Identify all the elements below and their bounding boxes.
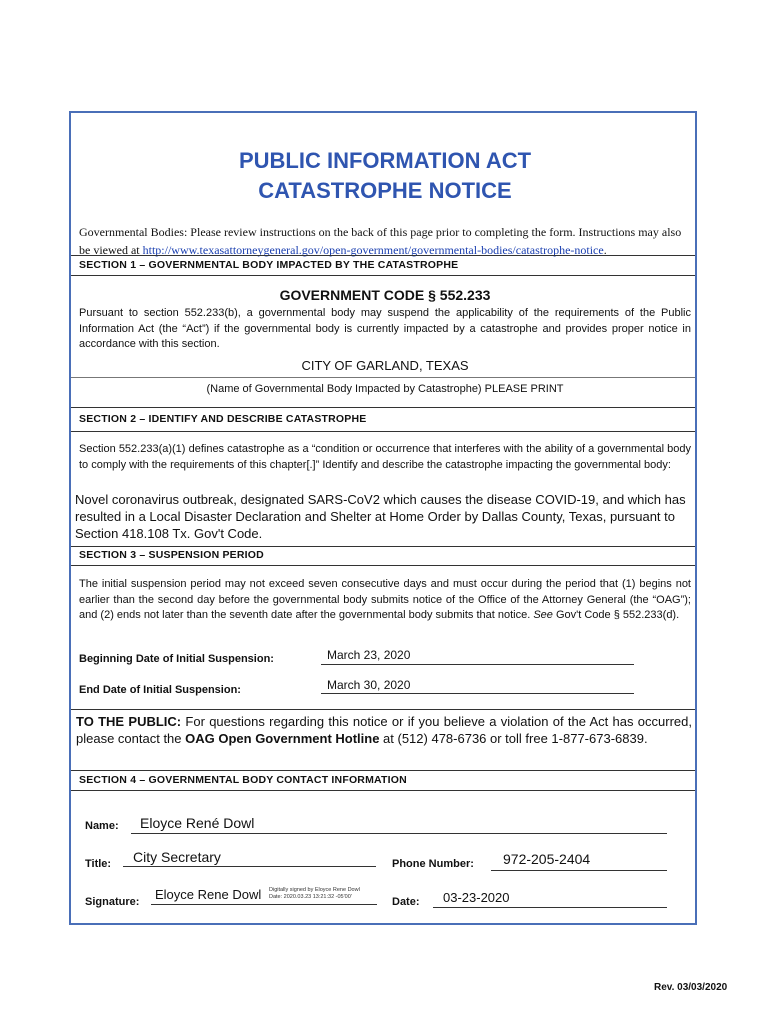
body-name-caption: (Name of Governmental Body Impacted by Catastrophe) PLEASE PRINT — [206, 383, 564, 395]
open-government-hotline: OAG Open Government Hotline — [185, 731, 380, 746]
section4-heading: SECTION 4 – GOVERNMENTAL BODY CONTACT INFORMATION — [79, 774, 407, 786]
public-notice-top-rule — [71, 709, 695, 710]
section3-paragraph-ref: Gov't Code § 552.233(d). — [552, 609, 680, 621]
signature-line — [151, 904, 377, 905]
intro-text — [79, 223, 691, 259]
section2-heading-rule — [71, 431, 695, 432]
beginning-date-line — [321, 664, 634, 665]
intro-text-end: . — [603, 243, 607, 257]
government-code-title: GOVERNMENT CODE § 552.233 — [279, 287, 491, 303]
public-notice-text1: For questions regarding this notice or if you believe a violation of the Act has occurred, please contact the — [76, 714, 693, 746]
section4-heading-rule — [71, 790, 695, 791]
section1-top-rule — [71, 255, 695, 256]
end-date-value[interactable]: March 30, 2020 — [327, 678, 411, 692]
title-line — [123, 866, 376, 867]
end-date-label: End Date of Initial Suspension: — [79, 684, 241, 696]
section1-heading: SECTION 1 – GOVERNMENTAL BODY IMPACTED BY THE CATASTROPHE — [79, 259, 459, 271]
signature-value[interactable]: Eloyce Rene Dowl — [155, 887, 262, 902]
form-title-line2: CATASTROPHE NOTICE — [258, 178, 512, 203]
digital-signature-details — [269, 887, 360, 901]
section3-top-rule — [71, 546, 695, 547]
title-label: Title: — [85, 858, 112, 870]
section3-paragraph-main: The initial suspension period may not exceed seven consecutive days and must occur during the period that (1) begins not earlier than the second day before the governmental body submits notice of the Office of the Attorney General (the “OAG”); and (2) ends not later than the seventh date after the governmental body submits that notice. — [79, 578, 691, 621]
beginning-date-label: Beginning Date of Initial Suspension: — [79, 653, 274, 665]
section2-heading: SECTION 2 – IDENTIFY AND DESCRIBE CATASTROPHE — [79, 413, 367, 425]
body-name-line — [71, 377, 695, 378]
date-line — [433, 907, 667, 908]
public-notice — [76, 713, 692, 747]
public-notice-lead: TO THE PUBLIC: — [76, 714, 182, 729]
catastrophe-description[interactable]: Novel coronavirus outbreak, designated SARS-CoV2 which causes the disease COVID-19, and which has resulted in a Local Disaster Declaration and Shelter at Home Order by Dallas County, Texas, pursuant to Section 418.108 Tx. Gov't Code. — [75, 492, 686, 541]
name-label: Name: — [85, 820, 119, 832]
beginning-date-value[interactable]: March 23, 2020 — [327, 648, 411, 662]
name-line — [131, 833, 667, 834]
section2-top-rule — [71, 407, 695, 408]
date-value[interactable]: 03-23-2020 — [443, 890, 510, 905]
signature-label: Signature: — [85, 896, 140, 908]
phone-number-label: Phone Number: — [392, 858, 474, 870]
section1-paragraph: Pursuant to section 552.233(b), a governmental body may suspend the applicability of the requirements of the Public Information Act (the “Act”) if the governmental body is currently impacted by a catastrophe and provides proper notice in accordance with this section. — [79, 307, 691, 350]
section4-top-rule — [71, 770, 695, 771]
catastrophe-notice-form — [69, 111, 697, 925]
instructions-link[interactable]: http://www.texasattorneygeneral.gov/open-government/governmental-bodies/catastrophe-notice — [142, 243, 604, 257]
section3-paragraph-see: See — [533, 609, 553, 621]
digital-signature-line1: Digitally signed by Eloyce Rene Dowl — [269, 887, 360, 893]
digital-signature-line2: Date: 2020.03.23 13:21:32 -05'00' — [269, 894, 352, 900]
end-date-line — [321, 693, 634, 694]
name-value[interactable]: Eloyce René Dowl — [140, 815, 255, 831]
public-notice-text2: at (512) 478-6736 or toll free 1-877-673-6839. — [379, 731, 648, 746]
section2-paragraph: Section 552.233(a)(1) defines catastrophe as a “condition or occurrence that interferes with the ability of a governmental body to comply with the requirements of this chapter[.]” Identify and describe the catastrophe impacting the governmental body: — [79, 443, 691, 471]
phone-number-line — [491, 870, 667, 871]
section3-paragraph — [79, 577, 691, 624]
date-label: Date: — [392, 896, 420, 908]
section3-heading-rule — [71, 565, 695, 566]
phone-number-value[interactable]: 972-205-2404 — [503, 851, 591, 867]
title-value[interactable]: City Secretary — [133, 849, 221, 865]
revision-date: Rev. 03/03/2020 — [654, 982, 728, 993]
intro-text-body: Governmental Bodies: Please review instructions on the back of this page prior to completing the form. Instructions may also be viewed at — [79, 225, 682, 257]
section1-heading-rule — [71, 275, 695, 276]
section3-heading: SECTION 3 – SUSPENSION PERIOD — [79, 549, 264, 561]
governmental-body-name[interactable]: CITY OF GARLAND, TEXAS — [301, 358, 469, 373]
form-title-line1: PUBLIC INFORMATION ACT — [238, 148, 532, 173]
